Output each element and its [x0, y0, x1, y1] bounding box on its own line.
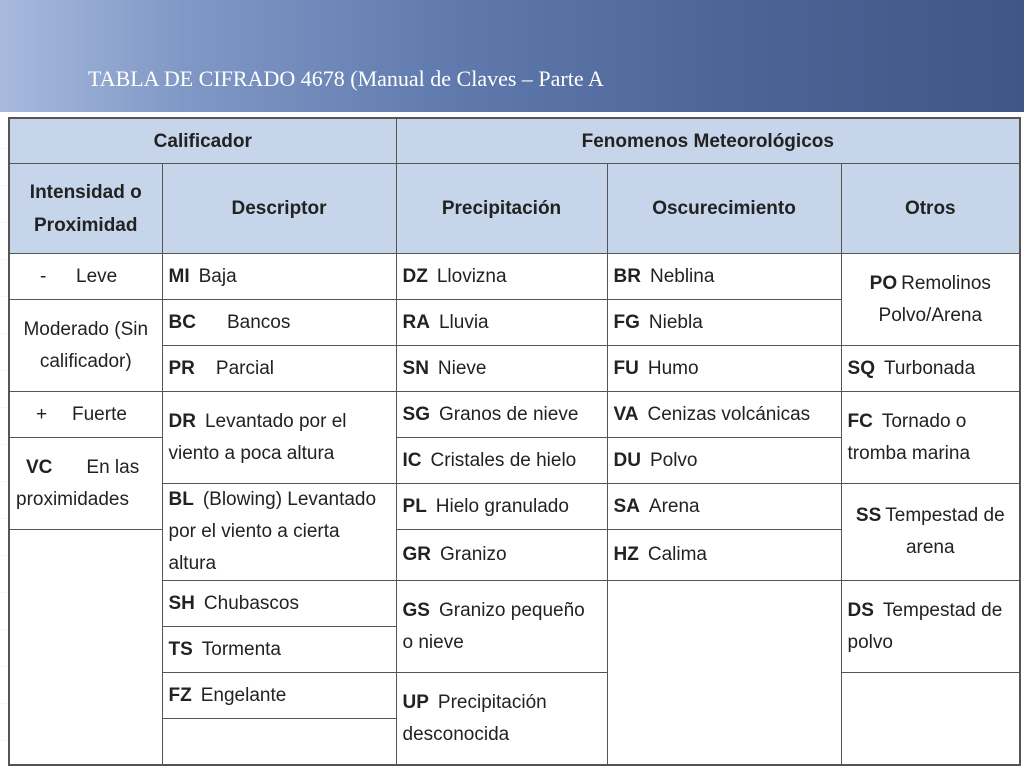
otros-code: DS: [847, 599, 874, 621]
otros-code: FC: [847, 410, 873, 432]
oscurecimiento-text: Polvo: [649, 449, 698, 471]
otros-cell: [841, 346, 1020, 392]
precipitacion-text: Granizo: [440, 544, 507, 565]
subheader-descriptor: Descriptor: [162, 164, 396, 254]
precipitacion-code: PL: [402, 495, 427, 517]
oscurecimiento-text: Cenizas volcánicas: [647, 403, 811, 425]
subheader-otros: Otros: [841, 164, 1020, 254]
oscurecimiento-code: FU: [613, 357, 639, 379]
precipitacion-text: Hielo granulado: [435, 495, 569, 517]
oscurecimiento-code: HZ: [613, 544, 639, 565]
precipitacion-text: Granos de nieve: [438, 403, 579, 425]
precipitacion-text: Nieve: [437, 357, 487, 379]
intensidad-fuerte: [9, 392, 162, 438]
oscurecimiento-code: SA: [613, 495, 640, 517]
otros-text: Tempestad de arena: [885, 505, 1005, 558]
oscurecimiento-cell: [607, 300, 841, 346]
oscurecimiento-cell: [607, 530, 841, 581]
descriptor-cell: [162, 254, 396, 300]
precipitacion-cell: [396, 484, 607, 530]
oscurecimiento-text: Humo: [647, 357, 699, 379]
descriptor-cell: [162, 627, 396, 673]
precipitacion-code: GS: [402, 599, 430, 621]
oscurecimiento-code: BR: [613, 265, 641, 287]
oscurecimiento-cell: [607, 346, 841, 392]
oscurecimiento-code: FG: [613, 311, 640, 333]
oscurecimiento-empty: [607, 581, 841, 766]
precipitacion-text: Granizo pequeño o nieve: [402, 599, 585, 653]
descriptor-text: Tormenta: [201, 638, 281, 660]
header-calificador: Calificador: [9, 118, 396, 164]
oscurecimiento-cell: [607, 392, 841, 438]
intensidad-vc: [9, 438, 162, 530]
descriptor-code: SH: [168, 592, 195, 614]
subheader-intensidad: Intensidad o Proximidad: [9, 164, 162, 254]
precipitacion-code: RA: [402, 311, 430, 333]
oscurecimiento-code: DU: [613, 449, 641, 471]
oscurecimiento-text: Niebla: [648, 311, 703, 333]
otros-cell: [841, 254, 1020, 346]
precipitacion-code: UP: [402, 691, 429, 713]
otros-code: SS: [855, 505, 882, 526]
descriptor-cell: [162, 300, 396, 346]
precipitacion-cell: [396, 530, 607, 581]
descriptor-text: Levantado por el viento a poca altura: [168, 410, 347, 464]
cipher-table-4678: [8, 117, 1021, 766]
intensidad-symbol: +: [36, 403, 48, 425]
otros-code: SQ: [847, 357, 875, 379]
precipitacion-text: Cristales de hielo: [430, 449, 577, 471]
descriptor-code: FZ: [168, 684, 192, 706]
oscurecimiento-cell: [607, 484, 841, 530]
slide-title: TABLA DE CIFRADO 4678 (Manual de Claves – Parte A: [88, 66, 604, 91]
intensidad-symbol: VC: [26, 456, 53, 478]
precipitacion-cell: [396, 673, 607, 766]
descriptor-code: DR: [168, 410, 196, 432]
precipitacion-cell: [396, 581, 607, 673]
descriptor-text: Chubascos: [203, 592, 299, 614]
otros-text: Remolinos Polvo/Arena: [878, 272, 991, 326]
descriptor-cell: [162, 673, 396, 719]
otros-text: Tempestad de polvo: [847, 599, 1003, 653]
intensidad-label: Fuerte: [72, 403, 127, 425]
descriptor-cell: [162, 484, 396, 581]
precipitacion-code: SG: [402, 403, 430, 425]
descriptor-text: Bancos: [226, 311, 291, 333]
precipitacion-cell: [396, 254, 607, 300]
precipitacion-cell: [396, 392, 607, 438]
intensidad-leve: [9, 254, 162, 300]
otros-text: Turbonada: [883, 357, 976, 379]
precipitacion-text: Llovizna: [436, 265, 507, 287]
subheader-oscurecimiento: Oscurecimiento: [607, 164, 841, 254]
oscurecimiento-cell: [607, 254, 841, 300]
precipitacion-code: DZ: [402, 265, 428, 287]
otros-cell: [841, 392, 1020, 484]
otros-cell: [841, 484, 1020, 581]
descriptor-text: Baja: [198, 265, 237, 287]
precipitacion-cell: [396, 438, 607, 484]
precipitacion-code: GR: [402, 544, 432, 565]
slide-header-band: [0, 0, 1024, 112]
descriptor-text: Engelante: [200, 684, 287, 706]
intensidad-label: En las proximidades: [16, 456, 140, 510]
descriptor-code: BL: [168, 489, 194, 510]
oscurecimiento-code: VA: [613, 403, 639, 425]
otros-empty: [841, 673, 1020, 766]
descriptor-cell: [162, 346, 396, 392]
descriptor-code: PR: [168, 357, 195, 379]
precipitacion-code: IC: [402, 449, 422, 471]
descriptor-cell: [162, 581, 396, 627]
intensidad-symbol: -: [40, 265, 47, 287]
oscurecimiento-text: Calima: [647, 544, 707, 565]
intensidad-moderado: [9, 300, 162, 392]
precipitacion-code: SN: [402, 357, 429, 379]
descriptor-code: TS: [168, 638, 193, 660]
oscurecimiento-text: Arena: [648, 495, 700, 517]
subheader-precipitacion: Precipitación: [396, 164, 607, 254]
descriptor-text: (Blowing) Levantado por el viento a cierta altura: [168, 489, 377, 574]
oscurecimiento-text: Neblina: [649, 265, 715, 287]
otros-code: PO: [869, 272, 898, 294]
precipitacion-text: Lluvia: [438, 311, 489, 333]
descriptor-cell: [162, 392, 396, 484]
intensidad-label: Moderado (Sin calificador): [23, 318, 149, 372]
intensidad-empty: [9, 530, 162, 766]
descriptor-text: Parcial: [215, 357, 274, 379]
otros-text: Tornado o tromba marina: [847, 410, 971, 464]
descriptor-code: BC: [168, 311, 196, 333]
header-fenomenos: Fenomenos Meteorológicos: [396, 118, 1020, 164]
descriptor-code: MI: [168, 265, 190, 287]
otros-cell: [841, 581, 1020, 673]
descriptor-empty: [162, 719, 396, 766]
precipitacion-cell: [396, 346, 607, 392]
intensidad-label: Leve: [76, 265, 118, 287]
precipitacion-cell: [396, 300, 607, 346]
precipitacion-text: Precipitación desconocida: [402, 691, 547, 745]
oscurecimiento-cell: [607, 438, 841, 484]
